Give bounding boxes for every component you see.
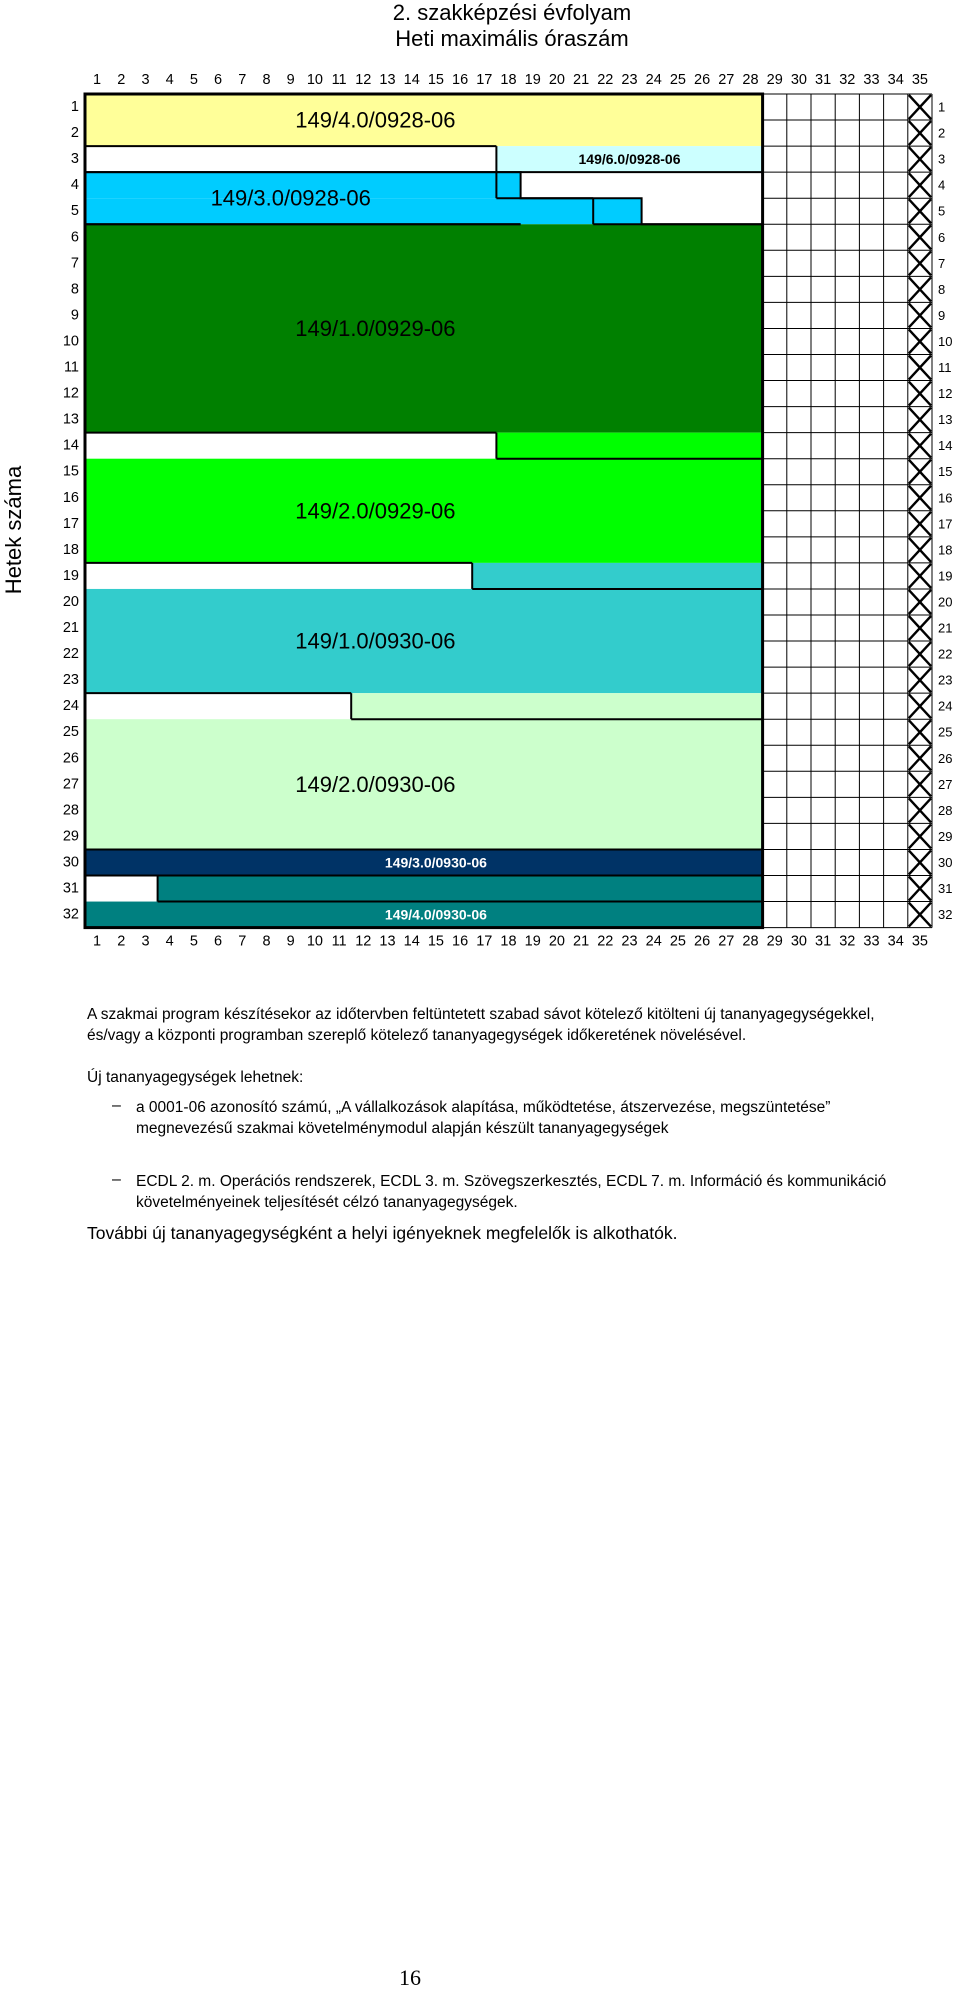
hour-tick-bottom-11: 11 [331, 933, 347, 950]
week-tick-right-23: 23 [938, 672, 953, 688]
week-tick-left-11: 11 [63, 359, 79, 376]
week-tick-right-9: 9 [938, 307, 946, 323]
hour-tick-top-7: 7 [238, 72, 247, 88]
week-tick-right-21: 21 [938, 620, 953, 636]
hour-tick-bottom-10: 10 [306, 933, 323, 950]
week-tick-left-2: 2 [70, 125, 79, 142]
week-tick-left-20: 20 [62, 593, 79, 610]
week-tick-right-31: 31 [938, 881, 953, 897]
week-tick-left-25: 25 [62, 724, 79, 741]
hour-tick-top-18: 18 [500, 72, 517, 88]
hour-tick-bottom-3: 3 [141, 933, 150, 950]
hour-tick-top-13: 13 [379, 72, 396, 88]
hour-tick-bottom-9: 9 [286, 933, 295, 950]
week-tick-right-32: 32 [938, 907, 953, 923]
week-tick-left-4: 4 [70, 177, 79, 194]
week-tick-left-13: 13 [62, 411, 79, 428]
module-label-2: 149/6.0/0928-06 [578, 151, 681, 168]
hour-tick-bottom-28: 28 [742, 933, 759, 950]
hour-tick-bottom-13: 13 [379, 933, 396, 950]
module-band-7-1 [351, 693, 762, 719]
paragraph-2: Új tananyagegységek lehetnek: [87, 1069, 304, 1086]
week-tick-right-13: 13 [938, 412, 953, 428]
hour-tick-bottom-27: 27 [718, 933, 735, 950]
hour-tick-bottom-26: 26 [694, 933, 711, 950]
week-tick-left-18: 18 [62, 541, 79, 558]
hour-tick-top-25: 25 [669, 72, 686, 88]
week-tick-right-29: 29 [938, 828, 953, 844]
hour-tick-top-16: 16 [452, 72, 469, 88]
hour-tick-top-2: 2 [117, 72, 126, 88]
hour-tick-top-23: 23 [621, 72, 638, 88]
hour-tick-top-22: 22 [597, 72, 614, 88]
hour-tick-top-15: 15 [427, 72, 444, 88]
hour-tick-top-5: 5 [189, 72, 198, 88]
hour-tick-top-9: 9 [286, 72, 295, 88]
hour-tick-bottom-4: 4 [165, 933, 174, 950]
hour-tick-top-12: 12 [355, 72, 372, 88]
hour-tick-bottom-6: 6 [214, 933, 223, 950]
week-tick-right-8: 8 [938, 281, 946, 297]
week-tick-right-4: 4 [938, 177, 946, 193]
hour-tick-top-17: 17 [476, 72, 493, 88]
final-note: További új tananyagegységként a helyi igényeknek megfelelők is alkothatók. [87, 1223, 678, 1243]
week-tick-right-20: 20 [938, 594, 953, 610]
week-tick-left-16: 16 [62, 489, 79, 506]
week-tick-right-15: 15 [938, 464, 953, 480]
week-tick-left-5: 5 [70, 203, 79, 220]
week-tick-left-24: 24 [62, 698, 79, 715]
hour-tick-bottom-7: 7 [238, 933, 247, 950]
week-tick-left-3: 3 [70, 151, 79, 168]
week-tick-left-22: 22 [62, 646, 79, 663]
hour-tick-bottom-33: 33 [863, 933, 880, 950]
hour-tick-top-31: 31 [815, 72, 832, 88]
hour-tick-top-35: 35 [911, 72, 928, 88]
week-tick-left-31: 31 [62, 880, 79, 897]
module-band-9-1 [158, 876, 763, 902]
week-tick-left-28: 28 [62, 802, 79, 819]
hour-tick-bottom-19: 19 [524, 933, 541, 950]
module-label-5: 149/2.0/0929-06 [295, 498, 456, 524]
hour-tick-top-21: 21 [573, 72, 590, 88]
hour-tick-top-3: 3 [141, 72, 150, 88]
week-tick-left-9: 9 [70, 307, 79, 324]
hour-tick-top-27: 27 [718, 72, 735, 88]
week-tick-right-22: 22 [938, 646, 953, 662]
module-label-3: 149/3.0/0928-06 [210, 185, 371, 211]
hour-tick-top-4: 4 [165, 72, 174, 88]
hour-tick-top-26: 26 [694, 72, 711, 88]
hour-tick-top-24: 24 [645, 72, 662, 88]
page-number: 16 [399, 1965, 421, 1990]
hour-tick-bottom-18: 18 [500, 933, 517, 950]
hour-tick-bottom-1: 1 [93, 933, 102, 950]
week-tick-left-10: 10 [62, 333, 79, 350]
hour-tick-bottom-31: 31 [815, 933, 832, 950]
hour-tick-bottom-16: 16 [452, 933, 469, 950]
y-axis-label: Hetek száma [1, 465, 26, 595]
week-tick-right-27: 27 [938, 776, 953, 792]
week-tick-right-1: 1 [938, 99, 946, 115]
module-label-7: 149/2.0/0930-06 [295, 771, 456, 797]
hour-tick-top-29: 29 [766, 72, 783, 88]
week-tick-right-16: 16 [938, 490, 953, 506]
module-band-5-1 [496, 433, 762, 459]
week-tick-left-32: 32 [62, 906, 79, 923]
hour-tick-bottom-20: 20 [548, 933, 565, 950]
hour-tick-top-10: 10 [306, 72, 323, 88]
week-tick-left-23: 23 [62, 672, 79, 689]
week-tick-right-2: 2 [938, 125, 946, 141]
week-tick-right-28: 28 [938, 802, 953, 818]
week-tick-right-7: 7 [938, 255, 946, 271]
hour-tick-bottom-22: 22 [597, 933, 614, 950]
week-tick-left-12: 12 [62, 385, 79, 402]
hour-tick-bottom-35: 35 [911, 933, 928, 950]
hour-tick-bottom-29: 29 [766, 933, 783, 950]
paragraph-1: A szakmai program készítésekor az időtervben feltüntetett szabad sávot kötelező kitölteni új tananyagegységekkel, és/vagy a központi programban szereplő kötelező tananyagegységek időkeretének növelésével. [87, 1006, 875, 1044]
week-tick-right-18: 18 [938, 542, 953, 558]
hour-tick-top-11: 11 [331, 72, 347, 88]
module-label-1: 149/4.0/0928-06 [295, 107, 456, 133]
hour-tick-bottom-14: 14 [403, 933, 420, 950]
hour-tick-top-33: 33 [863, 72, 880, 88]
hour-tick-bottom-25: 25 [669, 933, 686, 950]
week-tick-right-25: 25 [938, 724, 953, 740]
hour-tick-bottom-5: 5 [189, 933, 198, 950]
hour-tick-bottom-8: 8 [262, 933, 271, 950]
week-tick-left-1: 1 [70, 99, 79, 116]
hour-tick-bottom-32: 32 [839, 933, 856, 950]
hour-tick-bottom-24: 24 [645, 933, 662, 950]
hour-tick-top-20: 20 [548, 72, 565, 88]
module-label-8: 149/3.0/0930-06 [384, 854, 487, 871]
week-tick-right-12: 12 [938, 386, 953, 402]
week-tick-left-15: 15 [62, 463, 79, 480]
hour-tick-top-32: 32 [839, 72, 856, 88]
hour-tick-bottom-23: 23 [621, 933, 638, 950]
week-tick-right-19: 19 [938, 568, 953, 584]
timetable-grid [0, 0, 960, 950]
week-tick-left-14: 14 [62, 437, 79, 454]
module-band-6-1 [472, 563, 762, 589]
week-tick-left-21: 21 [62, 620, 79, 637]
week-tick-left-29: 29 [62, 828, 79, 845]
week-tick-left-27: 27 [62, 776, 79, 793]
week-tick-right-10: 10 [938, 333, 953, 349]
hour-tick-top-8: 8 [262, 72, 271, 88]
hour-tick-bottom-21: 21 [573, 933, 590, 950]
week-tick-right-17: 17 [938, 516, 953, 532]
hour-tick-top-6: 6 [214, 72, 223, 88]
week-tick-left-7: 7 [70, 255, 79, 272]
hour-tick-top-19: 19 [524, 72, 541, 88]
week-tick-left-30: 30 [62, 854, 79, 871]
bullet-2-marker: – [112, 1171, 121, 1188]
module-label-9: 149/4.0/0930-06 [384, 906, 487, 923]
hour-tick-top-34: 34 [887, 72, 904, 88]
week-tick-left-8: 8 [70, 281, 79, 298]
bullet-1-marker: – [112, 1097, 121, 1114]
week-tick-right-6: 6 [938, 229, 946, 245]
week-tick-right-14: 14 [938, 438, 953, 454]
module-label-6: 149/1.0/0930-06 [295, 628, 456, 654]
week-tick-right-5: 5 [938, 203, 946, 219]
week-tick-right-3: 3 [938, 151, 946, 167]
week-tick-right-30: 30 [938, 854, 953, 870]
hour-tick-top-28: 28 [742, 72, 759, 88]
hour-tick-bottom-2: 2 [117, 933, 126, 950]
hour-tick-bottom-30: 30 [790, 933, 807, 950]
hour-tick-bottom-34: 34 [887, 933, 904, 950]
week-tick-left-19: 19 [62, 567, 79, 584]
hour-tick-bottom-12: 12 [355, 933, 372, 950]
week-tick-left-6: 6 [70, 229, 79, 246]
bullet-2-text: ECDL 2. m. Operációs rendszerek, ECDL 3. m. Szövegszerkesztés, ECDL 7. m. Információ és kommunikáció követelményeinek teljesítését célzó tananyagegységek. [136, 1173, 887, 1211]
bullet-1-text: a 0001-06 azonosító számú, „A vállalkozások alapítása, működtetése, átszervezése, megszüntetése” megnevezésű szakmai követelménymodul alapján készült tananyagegységek [136, 1099, 831, 1137]
hour-tick-top-30: 30 [790, 72, 807, 88]
hour-tick-top-1: 1 [93, 72, 102, 88]
chart-title-line2: Heti maximális óraszám [395, 26, 629, 51]
hour-tick-bottom-17: 17 [476, 933, 493, 950]
hour-tick-top-14: 14 [403, 72, 420, 88]
week-tick-left-17: 17 [62, 515, 79, 532]
week-tick-right-26: 26 [938, 750, 953, 766]
module-label-4: 149/1.0/0929-06 [295, 315, 456, 341]
week-tick-right-11: 11 [938, 360, 952, 376]
week-tick-left-26: 26 [62, 750, 79, 767]
chart-title-line1: 2. szakképzési évfolyam [392, 0, 632, 25]
week-tick-right-24: 24 [938, 698, 953, 714]
hour-tick-bottom-15: 15 [427, 933, 444, 950]
